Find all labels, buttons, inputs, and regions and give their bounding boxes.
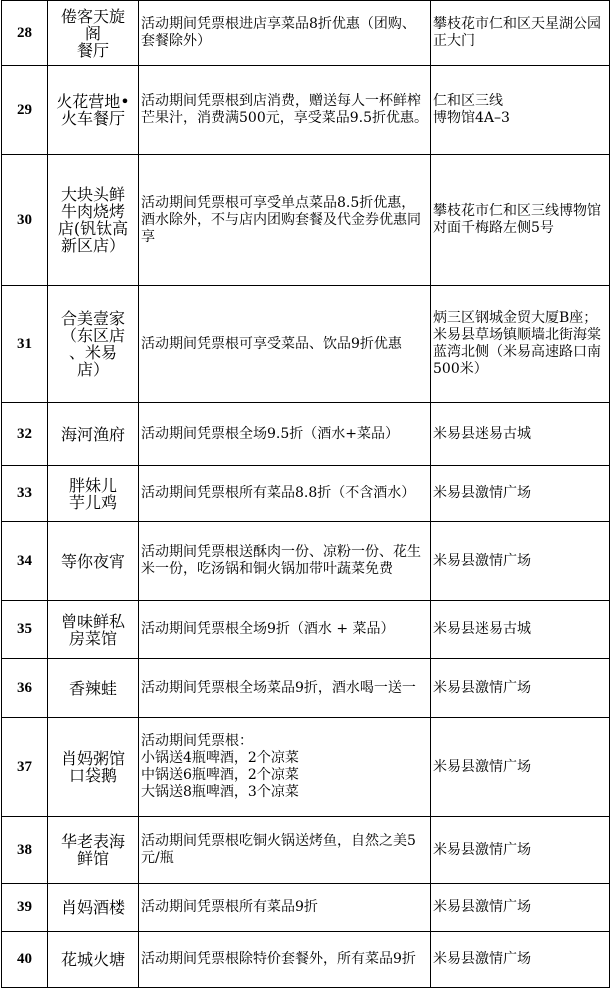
restaurant-name-line: 火车餐厅 [60, 109, 125, 128]
offer-text-line: 活动期间凭票根全场9折（酒水 + 菜品） [141, 621, 395, 637]
restaurant-name [48, 522, 139, 601]
offer-text-line: 活动期间凭票根送酥肉一份、凉粉一份、花生米一份，吃汤锅和铜火锅加带叶蔬菜免费 [141, 544, 421, 577]
restaurant-name-line: 芋儿鸡 [68, 492, 117, 512]
address-text [431, 1, 610, 66]
offer-text [139, 718, 431, 817]
table-row [2, 403, 610, 466]
offer-text-line: 活动期间凭票根可享受单点菜品8.5折优惠，酒水除外，不与店内团购套餐及代金券优惠同享 [141, 194, 421, 245]
offer-text [139, 659, 431, 718]
offer-text-line: 活动期间凭票根全场菜品9折，酒水喝一送一 [141, 679, 416, 696]
table-row [2, 66, 610, 155]
address-text [431, 286, 610, 403]
restaurant-name-line: 等你夜宵 [60, 551, 125, 571]
table-row [2, 155, 610, 286]
restaurant-name-line: 海河渔府 [60, 424, 125, 444]
promotion-table [1, 0, 610, 988]
restaurant-name-line: 肖妈酒楼 [60, 898, 125, 917]
restaurant-name-line: 花城火塘 [60, 950, 125, 969]
offer-text-line: 活动期间凭票根全场9.5折（酒水+菜品） [141, 425, 399, 442]
restaurant-name [48, 1, 139, 66]
address-text [431, 601, 610, 659]
offer-text [139, 601, 431, 659]
offer-text-line: 活动期间凭票根： [141, 733, 253, 749]
table-row [2, 286, 610, 403]
row-number: 31 [2, 286, 48, 403]
address-text-line: 米易县激情广场 [433, 841, 531, 858]
offer-text-line: 大锅送8瓶啤酒，3个凉菜 [141, 784, 299, 800]
offer-text-line: 活动期间凭票根所有菜品9折 [141, 899, 318, 915]
row-number: 39 [2, 884, 48, 932]
offer-text [139, 932, 431, 988]
table-row [2, 1, 610, 66]
offer-text-line: 活动期间凭票根吃铜火锅送烤鱼，自然之美5元/瓶 [141, 833, 416, 866]
table-row [2, 932, 610, 988]
restaurant-name-line: 大块头鲜 [60, 185, 125, 204]
restaurant-name-line: 新区店） [60, 236, 125, 255]
row-number: 40 [2, 932, 48, 988]
table-row [2, 817, 610, 884]
restaurant-name-line: 店(钒钛高 [57, 219, 129, 238]
offer-text-line: 活动期间凭票根可享受菜品、饮品9折优惠 [141, 335, 402, 352]
address-text [431, 466, 610, 522]
row-number: 38 [2, 817, 48, 884]
row-number: 33 [2, 466, 48, 522]
restaurant-name-line: 口袋鹅 [68, 766, 117, 785]
restaurant-name-line: 、米易 [68, 343, 117, 362]
restaurant-name [48, 66, 139, 155]
offer-text [139, 286, 431, 403]
row-number: 32 [2, 403, 48, 466]
offer-text [139, 466, 431, 522]
restaurant-name-line: 火花营地• [56, 92, 130, 111]
restaurant-name-line: 曾味鲜私 [60, 611, 125, 631]
offer-text [139, 66, 431, 155]
restaurant-name-line: 肖妈粥馆 [60, 749, 125, 768]
restaurant-name-line: （东区店 [60, 326, 125, 345]
address-text [431, 932, 610, 988]
promotion-table-body [2, 1, 610, 988]
address-text [431, 522, 610, 601]
address-text-line: 米易县迷易古城 [433, 621, 531, 637]
restaurant-name-line: 阁 [84, 23, 101, 43]
restaurant-name-line: 房菜馆 [68, 628, 117, 648]
table-row [2, 601, 610, 659]
restaurant-name-line: 鲜馆 [76, 849, 109, 868]
address-text-line: 炳三区钢城金贸大厦B座；米易县草场镇顺墙北街海棠蓝湾北侧（米易高速路口南500米） [433, 310, 601, 377]
restaurant-name [48, 403, 139, 466]
restaurant-name [48, 286, 139, 403]
restaurant-name [48, 817, 139, 884]
restaurant-name-line: 香辣蛙 [68, 678, 117, 698]
restaurant-name-line: 餐厅 [76, 40, 109, 60]
table-row [2, 466, 610, 522]
address-text-line: 攀枝花市仁和区三线博物馆对面千梅路左侧5号 [433, 203, 601, 236]
restaurant-name [48, 601, 139, 659]
address-text-line: 米易县激情广场 [433, 899, 531, 915]
offer-text-line: 中锅送6瓶啤酒，2个凉菜 [141, 767, 299, 783]
offer-text [139, 522, 431, 601]
restaurant-name-line: 胖妹儿 [68, 475, 117, 495]
address-text-line: 攀枝花市仁和区天星湖公园正大门 [433, 16, 601, 49]
address-text [431, 817, 610, 884]
restaurant-name-line: 店） [76, 360, 109, 379]
address-text [431, 659, 610, 718]
address-text-line: 博物馆4A–3 [433, 110, 510, 126]
offer-text-line: 小锅送4瓶啤酒，2个凉菜 [141, 750, 299, 766]
restaurant-name [48, 884, 139, 932]
row-number: 34 [2, 522, 48, 601]
address-text [431, 718, 610, 817]
offer-text [139, 1, 431, 66]
restaurant-name-line: 合美壹家 [60, 309, 125, 328]
offer-text-line: 活动期间凭票根除特价套餐外，所有菜品9折 [141, 951, 416, 967]
restaurant-name [48, 659, 139, 718]
address-text-line: 米易县激情广场 [433, 485, 531, 501]
restaurant-name [48, 155, 139, 286]
row-number: 36 [2, 659, 48, 718]
row-number: 29 [2, 66, 48, 155]
address-text [431, 66, 610, 155]
offer-text-line: 活动期间凭票根进店享菜品8折优惠（团购、套餐除外） [141, 16, 416, 49]
address-text-line: 米易县迷易古城 [433, 425, 531, 442]
address-text-line: 米易县激情广场 [433, 679, 531, 696]
table-row [2, 884, 610, 932]
address-text [431, 884, 610, 932]
row-number: 30 [2, 155, 48, 286]
table-row [2, 718, 610, 817]
restaurant-name [48, 466, 139, 522]
offer-text [139, 403, 431, 466]
address-text-line: 仁和区三线 [433, 93, 503, 109]
offer-text-line: 活动期间凭票根到店消费，赠送每人一杯鲜榨芒果汁，消费满500元，享受菜品9.5折优惠。 [141, 93, 428, 126]
address-text-line: 米易县激情广场 [433, 552, 531, 569]
row-number: 28 [2, 1, 48, 66]
offer-text [139, 884, 431, 932]
row-number: 35 [2, 601, 48, 659]
restaurant-name [48, 718, 139, 817]
row-number: 37 [2, 718, 48, 817]
table-row [2, 522, 610, 601]
address-text-line: 米易县激情广场 [433, 758, 531, 775]
restaurant-name-line: 华老表海 [60, 832, 125, 851]
address-text [431, 403, 610, 466]
restaurant-name-line: 倦客天旋 [60, 6, 125, 26]
offer-text [139, 155, 431, 286]
table-row [2, 659, 610, 718]
address-text [431, 155, 610, 286]
restaurant-name [48, 932, 139, 988]
offer-text [139, 817, 431, 884]
offer-text-line: 活动期间凭票根所有菜品8.8折（不含酒水） [141, 485, 416, 501]
address-text-line: 米易县激情广场 [433, 951, 531, 967]
restaurant-name-line: 牛肉烧烤 [60, 202, 125, 221]
